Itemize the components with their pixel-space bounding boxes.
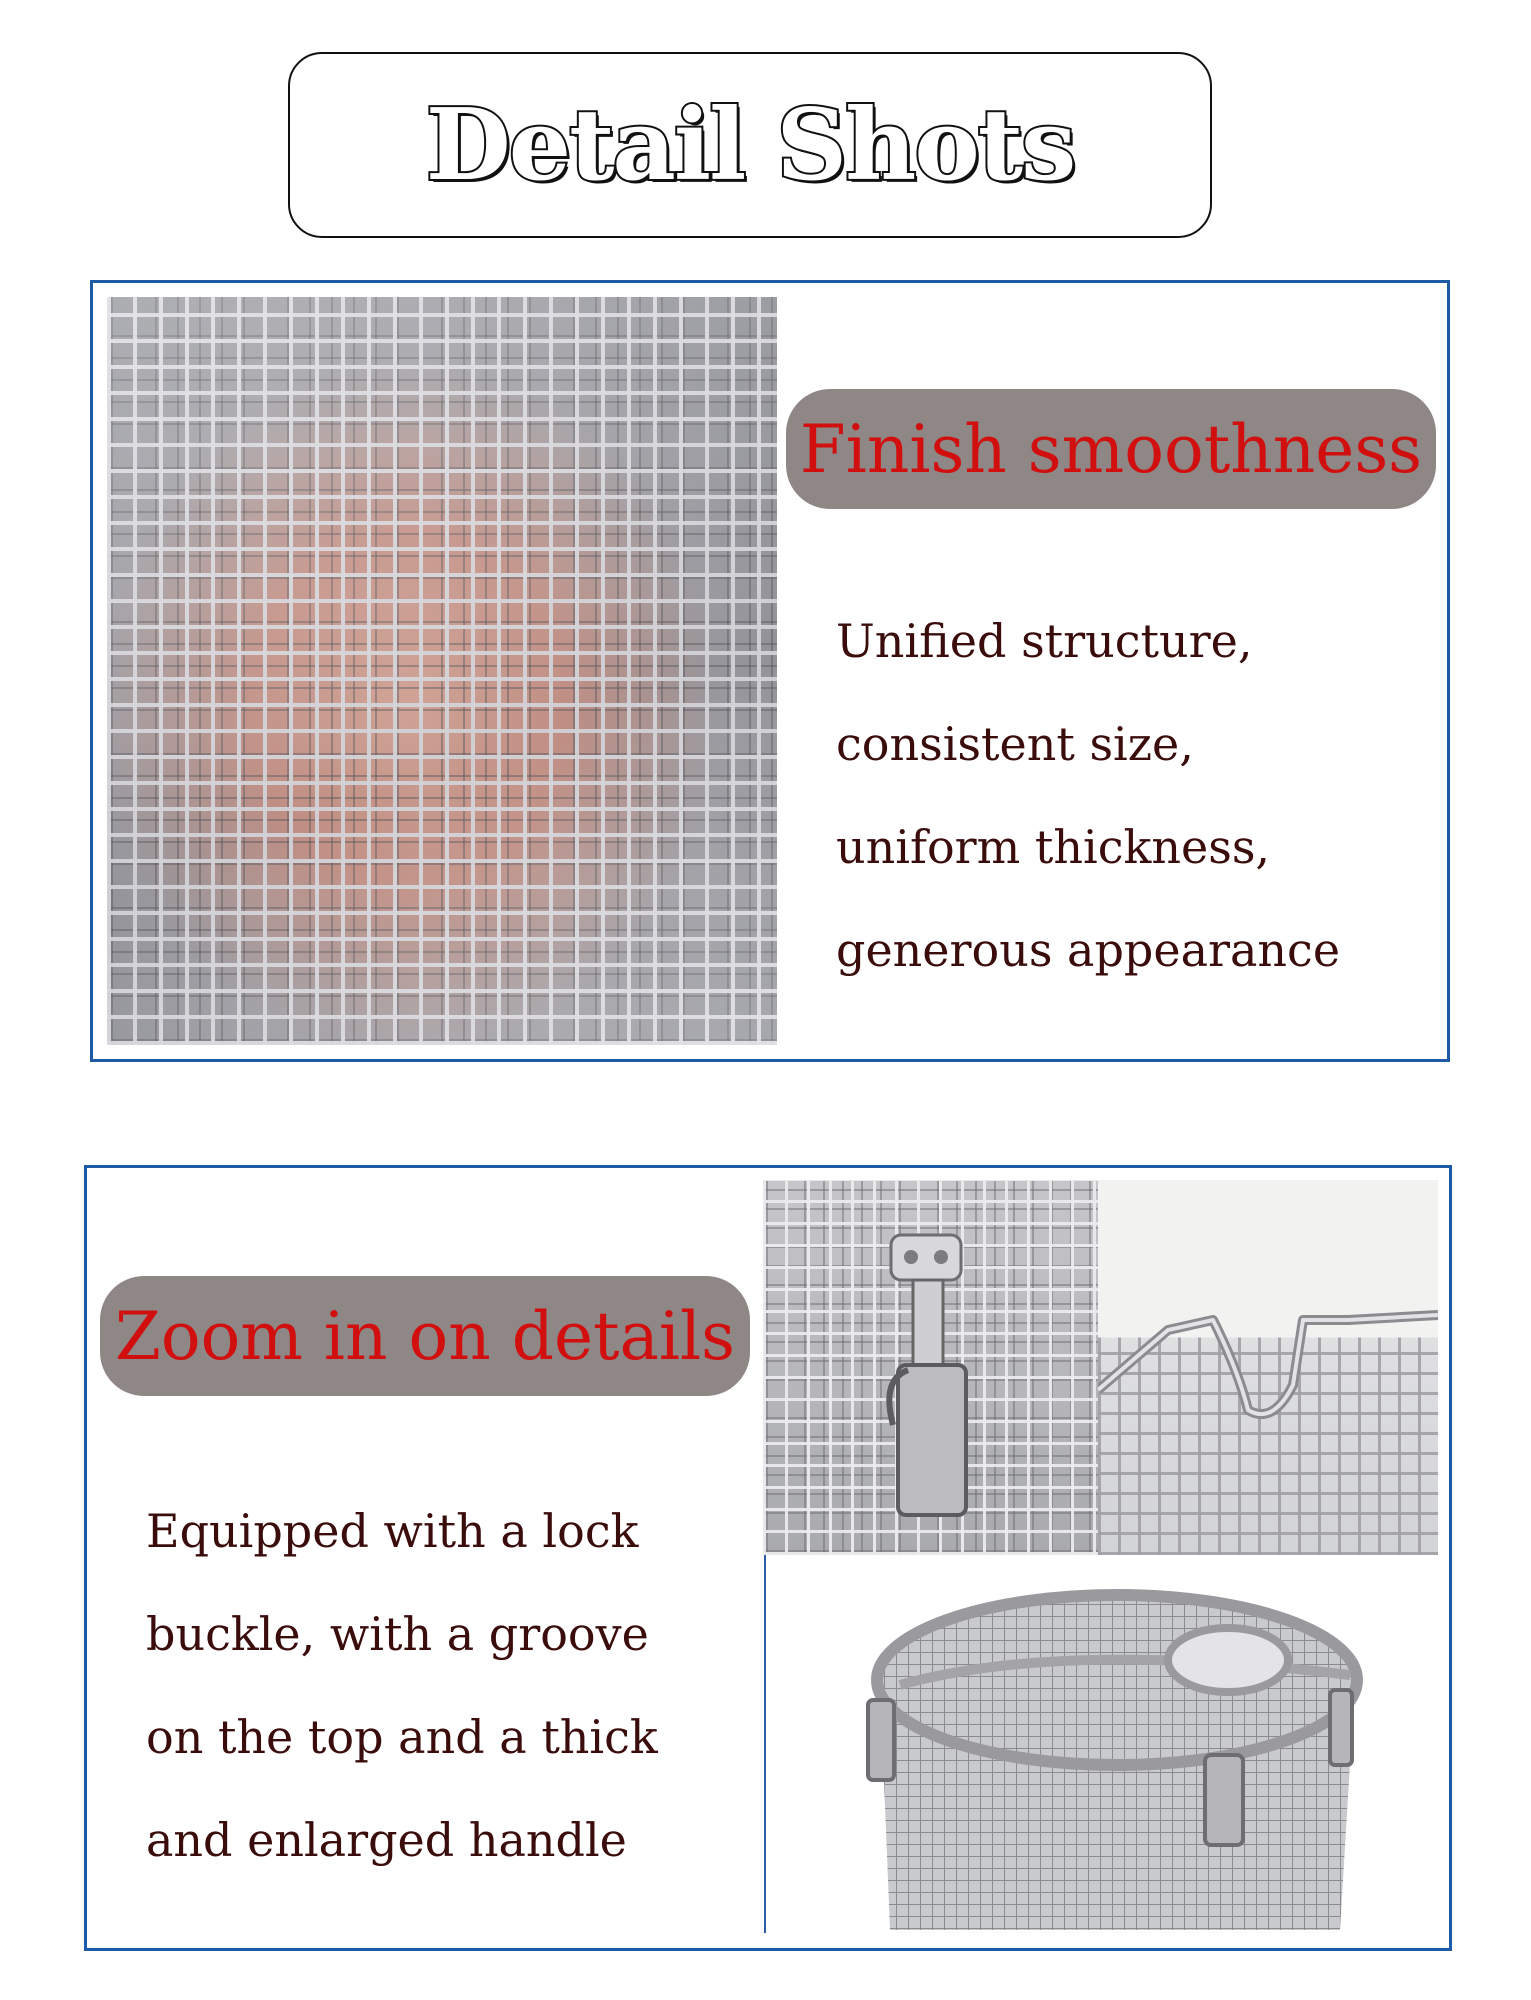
lock-buckle-icon bbox=[763, 1180, 1098, 1555]
zoom-details-badge: Zoom in on details bbox=[100, 1276, 750, 1396]
description-line: Equipped with a lock bbox=[146, 1504, 639, 1558]
description-line: on the top and a thick bbox=[146, 1710, 658, 1764]
description-line: generous appearance bbox=[836, 923, 1341, 977]
handle-groove-image bbox=[1098, 1180, 1438, 1555]
title-box bbox=[288, 52, 1212, 238]
page-title: Detail Shots bbox=[425, 87, 1075, 203]
divider-line bbox=[764, 1555, 766, 1933]
description-line: Unified structure, bbox=[836, 614, 1253, 668]
description-line: uniform thickness, bbox=[836, 820, 1271, 874]
lock-buckle-image bbox=[763, 1180, 1098, 1555]
description-line: and enlarged handle bbox=[146, 1813, 627, 1867]
finish-smoothness-badge: Finish smoothness bbox=[786, 389, 1436, 509]
finish-smoothness-description bbox=[836, 590, 1340, 1002]
round-basket-icon bbox=[800, 1580, 1430, 1930]
round-mesh-basket-image bbox=[800, 1580, 1430, 1930]
handle-groove-icon bbox=[1098, 1180, 1438, 1555]
zoom-details-description bbox=[146, 1480, 658, 1892]
wire-mesh-closeup-image bbox=[107, 297, 777, 1045]
description-line: buckle, with a groove bbox=[146, 1607, 649, 1661]
description-line: consistent size, bbox=[836, 717, 1194, 771]
